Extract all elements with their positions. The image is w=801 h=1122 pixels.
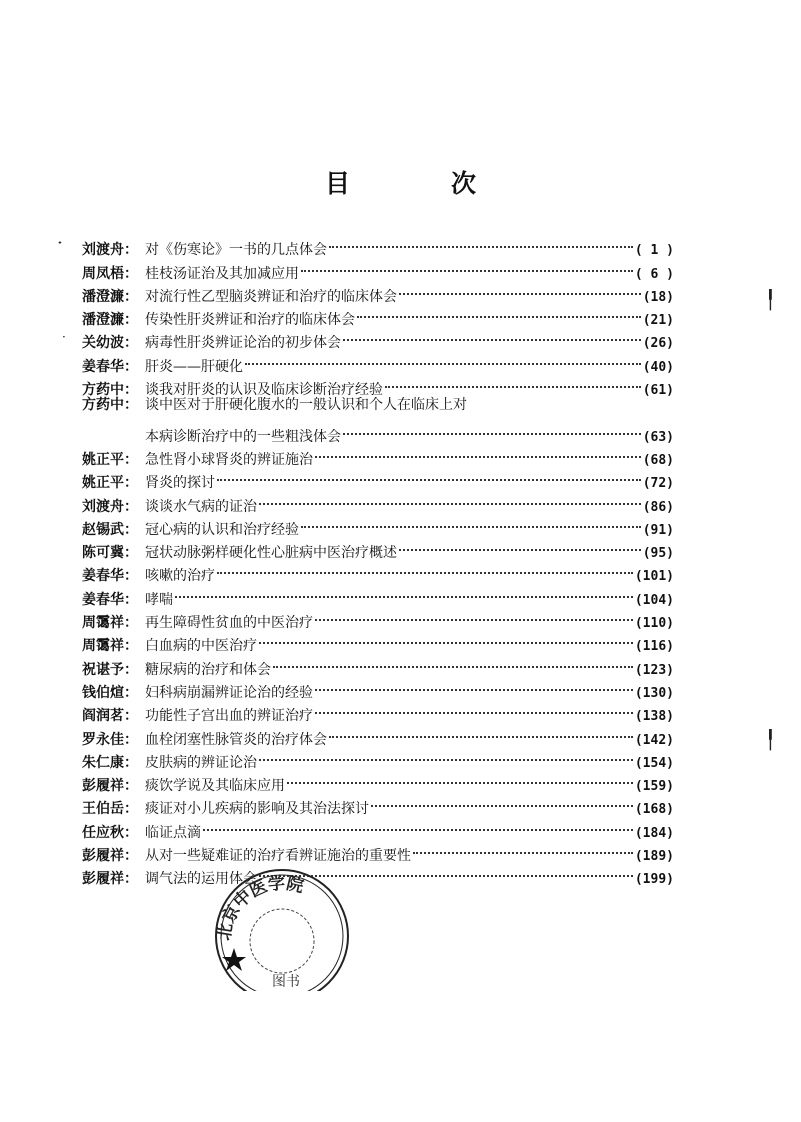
dot-leader [175, 580, 633, 603]
entry-title: 谈我对肝炎的认识及临床诊断治疗经验 [145, 382, 383, 399]
entry-page: (18) [642, 289, 674, 305]
dot-leader [301, 511, 641, 534]
dot-leader [259, 744, 633, 767]
entry-author: 姚正平： [82, 475, 138, 492]
table-of-contents [82, 231, 674, 888]
entry-author: 赵锡武： [82, 521, 138, 538]
dot-leader [399, 278, 641, 301]
entry-page: (199) [634, 872, 674, 888]
entry-title: 桂枝汤证治及其加减应用 [145, 265, 299, 282]
toc-entry-continued [82, 417, 674, 445]
scan-mark: ╿ [765, 730, 776, 751]
entry-title: 痰证对小儿疾病的影响及其治法探讨 [145, 801, 369, 818]
entry-page: (91) [642, 522, 674, 538]
entry-page: (68) [642, 452, 674, 468]
toc-entry [82, 231, 674, 259]
entry-author: 祝谌予： [82, 661, 138, 678]
dot-leader [287, 767, 633, 790]
entry-page: ( 6 ) [634, 266, 674, 282]
entry-author: 彭履祥： [82, 871, 138, 888]
entry-title: 对《伤寒论》一书的几点体会 [145, 242, 327, 259]
entry-author: 罗永佳： [82, 731, 138, 748]
dot-leader [413, 837, 633, 860]
entry-page: (21) [642, 313, 674, 329]
entry-author: 彭履祥： [82, 848, 138, 865]
entry-page: (142) [634, 732, 674, 748]
entry-author: 阎润茗： [82, 708, 138, 725]
entry-page: (138) [634, 709, 674, 725]
dot-leader [315, 697, 633, 720]
entry-title: 冠状动脉粥样硬化性心脏病中医治疗概述 [145, 545, 397, 562]
dot-leader [245, 347, 641, 370]
entry-title: 谈谈水气病的证治 [145, 498, 257, 515]
entry-page: (104) [634, 592, 674, 608]
entry-author: 姜春华： [82, 358, 138, 375]
entry-page: (123) [634, 662, 674, 678]
entry-page: (86) [642, 499, 674, 515]
entry-title: 白血病的中医治疗 [145, 638, 257, 655]
entry-author: 姚正平： [82, 451, 138, 468]
entry-author: 王伯岳： [82, 801, 138, 818]
entry-page: (101) [634, 569, 674, 585]
dot-leader [203, 813, 633, 836]
entry-title: 咳嗽的治疗 [145, 568, 215, 585]
entry-title: 病毒性肝炎辨证论治的初步体会 [145, 335, 341, 352]
library-stamp [212, 866, 352, 991]
entry-page: ( 1 ) [634, 243, 674, 259]
dot-leader [343, 417, 641, 440]
entry-title: 临证点滴 [145, 824, 201, 841]
entry-author: 刘渡舟： [82, 242, 138, 259]
entry-author: 刘渡舟： [82, 498, 138, 515]
entry-title: 哮喘 [145, 591, 173, 608]
page-title: 目 次 [324, 169, 514, 198]
entry-title: 肝炎——肝硬化 [145, 358, 243, 375]
entry-author: 方药中： [82, 382, 138, 399]
entry-page: (116) [634, 639, 674, 655]
entry-title: 冠心病的认识和治疗经验 [145, 521, 299, 538]
entry-author: 任应秋： [82, 824, 138, 841]
dot-leader [301, 254, 633, 277]
svg-text:北京中医学院 [215, 872, 306, 941]
entry-author: 周霭祥： [82, 638, 138, 655]
entry-author: 朱仁康： [82, 754, 138, 771]
entry-author: 姜春华： [82, 591, 138, 608]
dot-leader [385, 371, 641, 394]
entry-page: (154) [634, 755, 674, 771]
entry-title: 从对一些疑难证的治疗看辨证施治的重要性 [145, 848, 411, 865]
dot-leader [399, 534, 641, 557]
entry-page: (26) [642, 336, 674, 352]
entry-page: (63) [642, 429, 674, 445]
entry-page: (184) [634, 825, 674, 841]
entry-title: 对流行性乙型脑炎辨证和治疗的临床体会 [145, 288, 397, 305]
star-icon [222, 948, 246, 971]
dot-leader [273, 650, 633, 673]
entry-page: (159) [634, 779, 674, 795]
entry-title: 妇科病崩漏辨证论治的经验 [145, 684, 313, 701]
entry-title: 肾炎的探讨 [145, 475, 215, 492]
entry-title: 皮肤病的辨证论治 [145, 754, 257, 771]
entry-page: (95) [642, 546, 674, 562]
entry-title: 调气法的运用体会 [145, 871, 257, 888]
entry-title: 功能性子宫出血的辨证治疗 [145, 708, 313, 725]
scan-mark: ˖ [58, 235, 62, 249]
dot-leader [259, 627, 633, 650]
entry-title: 血栓闭塞性脉管炎的治疗体会 [145, 731, 327, 748]
entry-page: (40) [642, 359, 674, 375]
entry-author: 彭履祥： [82, 778, 138, 795]
entry-page: (168) [634, 802, 674, 818]
entry-title: 再生障碍性贫血的中医治疗 [145, 615, 313, 632]
entry-page: (61) [642, 383, 674, 399]
scan-mark: · [62, 330, 66, 344]
dot-leader [343, 324, 641, 347]
entry-author: 潘澄濂： [82, 288, 138, 305]
dot-leader [315, 674, 633, 697]
toc-entry [82, 394, 674, 417]
entry-title: 谈中医对于肝硬化腹水的一般认识和个人在临床上对 [145, 397, 467, 414]
scan-mark: ╿ [765, 290, 776, 311]
dot-leader [217, 464, 641, 487]
entry-page: (189) [634, 849, 674, 865]
entry-author: 陈可冀： [82, 545, 138, 562]
dot-leader [259, 487, 641, 510]
entry-title-continued: 本病诊断治疗中的一些粗浅体会 [145, 428, 341, 445]
entry-page: (130) [634, 685, 674, 701]
entry-author: 姜春华： [82, 568, 138, 585]
dot-leader [315, 441, 641, 464]
entry-author: 关幼波： [82, 335, 138, 352]
entry-title: 糖尿病的治疗和体会 [145, 661, 271, 678]
stamp-bottom-text: 图书 [272, 974, 300, 990]
entry-author: 方药中： [82, 397, 138, 414]
entry-author: 周霭祥： [82, 615, 138, 632]
dot-leader [315, 604, 633, 627]
entry-author: 钱伯煊： [82, 684, 138, 701]
dot-leader [371, 790, 633, 813]
dot-leader [329, 231, 633, 254]
stamp-text: 北京中医学院 [214, 873, 306, 942]
entry-page: (110) [634, 616, 674, 632]
entry-title: 急性肾小球肾炎的辨证施治 [145, 451, 313, 468]
entry-page: (72) [642, 476, 674, 492]
dot-leader [329, 720, 633, 743]
entry-title: 传染性肝炎辨证和治疗的临床体会 [145, 312, 355, 329]
entry-author: 周凤梧： [82, 265, 138, 282]
entry-author: 潘澄濂： [82, 312, 138, 329]
dot-leader [357, 301, 641, 324]
entry-title: 痰饮学说及其临床应用 [145, 778, 285, 795]
dot-leader [217, 557, 633, 580]
